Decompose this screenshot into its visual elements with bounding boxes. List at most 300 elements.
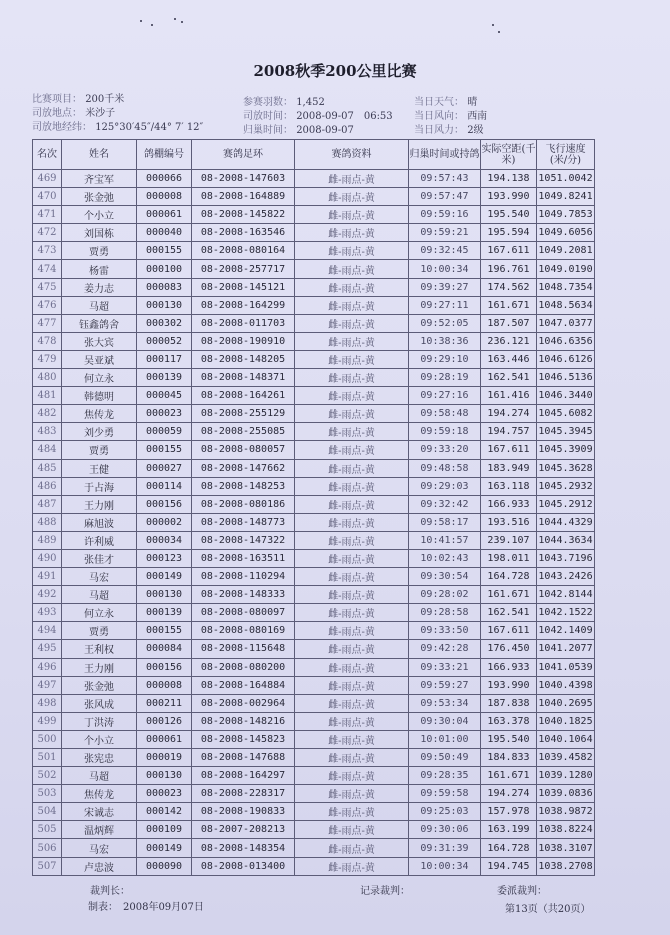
- distance-cell: 167.611: [481, 242, 537, 260]
- ring-cell: 08-2008-255129: [192, 405, 295, 423]
- loft-cell: 000302: [137, 314, 192, 332]
- ring-cell: 08-2008-002964: [192, 694, 295, 712]
- time-cell: 09:57:43: [409, 170, 481, 188]
- info-cell: 雌-雨点-黄: [295, 314, 409, 332]
- loft-cell: 000027: [137, 459, 192, 477]
- time-cell: 09:52:05: [409, 314, 481, 332]
- ring-cell: 08-2008-148371: [192, 369, 295, 387]
- loft-cell: 000123: [137, 549, 192, 567]
- distance-cell: 183.949: [481, 459, 537, 477]
- speed-cell: 1046.6356: [537, 332, 595, 350]
- ring-cell: 08-2008-228317: [192, 785, 295, 803]
- name-cell: 刘国栋: [62, 224, 137, 242]
- time-cell: 09:33:21: [409, 658, 481, 676]
- scan-speck: [498, 31, 500, 33]
- rank-cell: 502: [33, 767, 62, 785]
- loft-cell: 000023: [137, 785, 192, 803]
- speed-cell: 1048.7354: [537, 278, 595, 296]
- loft-cell: 000109: [137, 821, 192, 839]
- info-cell: 雌-雨点-黄: [295, 622, 409, 640]
- table-row: [33, 640, 595, 658]
- loft-cell: 000052: [137, 332, 192, 350]
- loft-cell: 000008: [137, 188, 192, 206]
- distance-cell: 195.540: [481, 730, 537, 748]
- ring-cell: 08-2008-110294: [192, 568, 295, 586]
- time-cell: 09:50:49: [409, 749, 481, 767]
- time-cell: 10:00:34: [409, 260, 481, 278]
- scan-speck: [151, 24, 153, 26]
- wind-force-label: 当日风力：: [414, 125, 464, 136]
- rank-cell: 472: [33, 224, 62, 242]
- wind-force-value: 2级: [467, 125, 484, 136]
- ring-cell: 08-2008-080186: [192, 495, 295, 513]
- table-row: [33, 767, 595, 785]
- speed-cell: 1046.6126: [537, 350, 595, 368]
- return-date-label: 归巢时间：: [243, 125, 293, 136]
- speed-cell: 1042.8144: [537, 586, 595, 604]
- distance-cell: 187.507: [481, 314, 537, 332]
- speed-cell: 1046.3440: [537, 387, 595, 405]
- name-cell: 姜力志: [62, 278, 137, 296]
- time-cell: 09:59:58: [409, 785, 481, 803]
- ring-cell: 08-2008-163511: [192, 549, 295, 567]
- distance-cell: 166.933: [481, 495, 537, 513]
- header-rank: 名次: [33, 140, 62, 170]
- table-row: [33, 260, 595, 278]
- rank-cell: 486: [33, 477, 62, 495]
- loft-cell: 000083: [137, 278, 192, 296]
- info-cell: 雌-雨点-黄: [295, 423, 409, 441]
- weather-value: 晴: [467, 97, 478, 108]
- loft-cell: 000156: [137, 495, 192, 513]
- distance-cell: 195.540: [481, 206, 537, 224]
- ring-cell: 08-2008-148333: [192, 586, 295, 604]
- distance-cell: 163.378: [481, 712, 537, 730]
- table-row: [33, 839, 595, 857]
- speed-cell: 1042.1409: [537, 622, 595, 640]
- rank-cell: 494: [33, 622, 62, 640]
- ring-cell: 08-2008-147662: [192, 459, 295, 477]
- ring-cell: 08-2008-080164: [192, 242, 295, 260]
- info-cell: 雌-雨点-黄: [295, 730, 409, 748]
- loft-cell: 000130: [137, 767, 192, 785]
- table-row: [33, 586, 595, 604]
- distance-cell: 194.138: [481, 170, 537, 188]
- distance-cell: 164.728: [481, 839, 537, 857]
- time-cell: 09:57:47: [409, 188, 481, 206]
- time-cell: 09:31:39: [409, 839, 481, 857]
- loft-cell: 000090: [137, 857, 192, 875]
- rank-cell: 470: [33, 188, 62, 206]
- name-cell: 贾勇: [62, 622, 137, 640]
- name-cell: 韩德明: [62, 387, 137, 405]
- time-cell: 09:32:42: [409, 495, 481, 513]
- loft-cell: 000117: [137, 350, 192, 368]
- time-cell: 09:59:18: [409, 423, 481, 441]
- scan-speck: [492, 24, 494, 26]
- ring-cell: 08-2008-145823: [192, 730, 295, 748]
- table-row: [33, 712, 595, 730]
- speed-cell: 1041.0539: [537, 658, 595, 676]
- time-cell: 09:33:20: [409, 441, 481, 459]
- distance-cell: 194.757: [481, 423, 537, 441]
- speed-cell: 1045.6082: [537, 405, 595, 423]
- release-time-value: 2008-09-07 06:53: [296, 111, 393, 122]
- time-cell: 10:41:57: [409, 531, 481, 549]
- speed-cell: 1049.7853: [537, 206, 595, 224]
- name-cell: 张宪忠: [62, 749, 137, 767]
- info-cell: 雌-雨点-黄: [295, 224, 409, 242]
- speed-cell: 1049.6056: [537, 224, 595, 242]
- rank-cell: 475: [33, 278, 62, 296]
- rank-cell: 490: [33, 549, 62, 567]
- loft-cell: 000059: [137, 423, 192, 441]
- name-cell: 丁洪涛: [62, 712, 137, 730]
- page-title: 2008秋季200公里比赛: [253, 62, 417, 80]
- info-cell: 雌-雨点-黄: [295, 459, 409, 477]
- speed-cell: 1040.1064: [537, 730, 595, 748]
- info-cell: 雌-雨点-黄: [295, 296, 409, 314]
- speed-cell: 1045.3628: [537, 459, 595, 477]
- time-cell: 09:29:03: [409, 477, 481, 495]
- rank-cell: 499: [33, 712, 62, 730]
- table-row: [33, 531, 595, 549]
- distance-cell: 193.516: [481, 513, 537, 531]
- speed-cell: 1039.4582: [537, 749, 595, 767]
- loft-cell: 000019: [137, 749, 192, 767]
- distance-cell: 161.671: [481, 586, 537, 604]
- table-row: [33, 803, 595, 821]
- speed-cell: 1049.2081: [537, 242, 595, 260]
- rank-cell: 501: [33, 749, 62, 767]
- rank-cell: 476: [33, 296, 62, 314]
- scan-speck: [140, 20, 142, 22]
- rank-cell: 474: [33, 260, 62, 278]
- loft-cell: 000023: [137, 405, 192, 423]
- ring-cell: 08-2008-164884: [192, 676, 295, 694]
- info-column-left: [32, 93, 203, 135]
- time-cell: 09:33:50: [409, 622, 481, 640]
- distance-cell: 194.745: [481, 857, 537, 875]
- info-cell: 雌-雨点-黄: [295, 749, 409, 767]
- table-row: [33, 350, 595, 368]
- distance-cell: 157.978: [481, 803, 537, 821]
- distance-cell: 161.416: [481, 387, 537, 405]
- distance-cell: 239.107: [481, 531, 537, 549]
- info-cell: 雌-雨点-黄: [295, 658, 409, 676]
- rank-cell: 497: [33, 676, 62, 694]
- loft-cell: 000126: [137, 712, 192, 730]
- rank-cell: 495: [33, 640, 62, 658]
- results-table: [32, 139, 595, 876]
- header-speed: 飞行速度(米/分): [537, 140, 595, 170]
- info-cell: 雌-雨点-黄: [295, 821, 409, 839]
- name-cell: 张金弛: [62, 188, 137, 206]
- table-row: [33, 224, 595, 242]
- info-cell: 雌-雨点-黄: [295, 513, 409, 531]
- distance-cell: 196.761: [481, 260, 537, 278]
- speed-cell: 1042.1522: [537, 604, 595, 622]
- info-cell: 雌-雨点-黄: [295, 206, 409, 224]
- info-cell: 雌-雨点-黄: [295, 676, 409, 694]
- loft-cell: 000045: [137, 387, 192, 405]
- ring-cell: 08-2008-148216: [192, 712, 295, 730]
- rank-cell: 480: [33, 369, 62, 387]
- coords-value: 125°30′45″/44° 7′ 12″: [95, 122, 204, 133]
- name-cell: 焦传龙: [62, 405, 137, 423]
- table-row: [33, 749, 595, 767]
- table-row: [33, 622, 595, 640]
- ring-cell: 08-2008-255085: [192, 423, 295, 441]
- count-label: 参赛羽数：: [243, 97, 293, 108]
- loft-cell: 000149: [137, 839, 192, 857]
- record-judge-label: 记录裁判：: [360, 886, 410, 897]
- header-name: 姓名: [62, 140, 137, 170]
- name-cell: 何立永: [62, 604, 137, 622]
- ring-cell: 08-2008-080200: [192, 658, 295, 676]
- info-cell: 雌-雨点-黄: [295, 712, 409, 730]
- name-cell: 贾勇: [62, 242, 137, 260]
- ring-cell: 08-2008-145822: [192, 206, 295, 224]
- time-cell: 09:53:34: [409, 694, 481, 712]
- loft-cell: 000139: [137, 604, 192, 622]
- rank-cell: 503: [33, 785, 62, 803]
- ring-cell: 08-2008-080097: [192, 604, 295, 622]
- name-cell: 焦传龙: [62, 785, 137, 803]
- distance-cell: 195.594: [481, 224, 537, 242]
- loft-cell: 000155: [137, 242, 192, 260]
- loft-cell: 000130: [137, 586, 192, 604]
- name-cell: 何立永: [62, 369, 137, 387]
- rank-cell: 506: [33, 839, 62, 857]
- speed-cell: 1044.4329: [537, 513, 595, 531]
- time-cell: 09:58:17: [409, 513, 481, 531]
- ring-cell: 08-2008-164297: [192, 767, 295, 785]
- distance-cell: 163.118: [481, 477, 537, 495]
- speed-cell: 1043.2426: [537, 568, 595, 586]
- header-loft: 鸽棚编号: [137, 140, 192, 170]
- ring-cell: 08-2008-115648: [192, 640, 295, 658]
- time-cell: 09:27:11: [409, 296, 481, 314]
- loft-cell: 000156: [137, 658, 192, 676]
- rank-cell: 469: [33, 170, 62, 188]
- info-cell: 雌-雨点-黄: [295, 332, 409, 350]
- info-cell: 雌-雨点-黄: [295, 531, 409, 549]
- name-cell: 杨雷: [62, 260, 137, 278]
- time-cell: 09:30:06: [409, 821, 481, 839]
- info-cell: 雌-雨点-黄: [295, 495, 409, 513]
- speed-cell: 1048.5634: [537, 296, 595, 314]
- ring-cell: 08-2008-148253: [192, 477, 295, 495]
- ring-cell: 08-2008-011703: [192, 314, 295, 332]
- name-cell: 个小立: [62, 206, 137, 224]
- ring-cell: 08-2008-164261: [192, 387, 295, 405]
- distance-cell: 194.274: [481, 785, 537, 803]
- loft-cell: 000139: [137, 369, 192, 387]
- speed-cell: 1038.2708: [537, 857, 595, 875]
- speed-cell: 1045.2912: [537, 495, 595, 513]
- info-cell: 雌-雨点-黄: [295, 549, 409, 567]
- rank-cell: 482: [33, 405, 62, 423]
- loft-cell: 000040: [137, 224, 192, 242]
- ring-cell: 08-2008-164299: [192, 296, 295, 314]
- time-cell: 09:30:54: [409, 568, 481, 586]
- speed-cell: 1040.4398: [537, 676, 595, 694]
- table-row: [33, 676, 595, 694]
- distance-cell: 163.446: [481, 350, 537, 368]
- time-cell: 09:32:45: [409, 242, 481, 260]
- distance-cell: 162.541: [481, 369, 537, 387]
- page-indicator: 第13页（共20页）: [505, 904, 591, 915]
- speed-cell: 1038.9872: [537, 803, 595, 821]
- ring-cell: 08-2008-163546: [192, 224, 295, 242]
- table-row: [33, 242, 595, 260]
- name-cell: 卢忠波: [62, 857, 137, 875]
- time-cell: 10:00:34: [409, 857, 481, 875]
- time-cell: 09:58:48: [409, 405, 481, 423]
- distance-cell: 187.838: [481, 694, 537, 712]
- speed-cell: 1049.0190: [537, 260, 595, 278]
- table-row: [33, 694, 595, 712]
- name-cell: 马宏: [62, 839, 137, 857]
- speed-cell: 1039.1280: [537, 767, 595, 785]
- loft-cell: 000061: [137, 206, 192, 224]
- time-cell: 09:48:58: [409, 459, 481, 477]
- loft-cell: 000142: [137, 803, 192, 821]
- speed-cell: 1045.3945: [537, 423, 595, 441]
- results-body: [33, 170, 595, 876]
- info-cell: 雌-雨点-黄: [295, 387, 409, 405]
- header-ring: 赛鸽足环: [192, 140, 295, 170]
- table-row: [33, 423, 595, 441]
- name-cell: 于占海: [62, 477, 137, 495]
- name-cell: 张金弛: [62, 676, 137, 694]
- scan-speck: [181, 21, 183, 23]
- table-row: [33, 459, 595, 477]
- table-row: [33, 296, 595, 314]
- rank-cell: 507: [33, 857, 62, 875]
- coords-label: 司放地经纬：: [32, 122, 92, 133]
- distance-cell: 236.121: [481, 332, 537, 350]
- location-value: 米沙子: [85, 108, 116, 119]
- name-cell: 马超: [62, 296, 137, 314]
- info-cell: 雌-雨点-黄: [295, 767, 409, 785]
- loft-cell: 000130: [137, 296, 192, 314]
- info-cell: 雌-雨点-黄: [295, 441, 409, 459]
- distance-cell: 176.450: [481, 640, 537, 658]
- loft-cell: 000149: [137, 568, 192, 586]
- info-cell: 雌-雨点-黄: [295, 369, 409, 387]
- name-cell: 刘少勇: [62, 423, 137, 441]
- scan-speck: [174, 18, 176, 20]
- ring-cell: 08-2008-190833: [192, 803, 295, 821]
- loft-cell: 000008: [137, 676, 192, 694]
- rank-cell: 496: [33, 658, 62, 676]
- speed-cell: 1045.2932: [537, 477, 595, 495]
- info-cell: 雌-雨点-黄: [295, 477, 409, 495]
- loft-cell: 000084: [137, 640, 192, 658]
- distance-cell: 193.990: [481, 676, 537, 694]
- table-row: [33, 857, 595, 875]
- speed-cell: 1041.2077: [537, 640, 595, 658]
- distance-cell: 163.199: [481, 821, 537, 839]
- ring-cell: 08-2008-145121: [192, 278, 295, 296]
- loft-cell: 000155: [137, 441, 192, 459]
- info-cell: 雌-雨点-黄: [295, 278, 409, 296]
- time-cell: 09:29:10: [409, 350, 481, 368]
- info-column-right: [414, 96, 487, 138]
- table-header-row: [33, 140, 595, 170]
- project-label: 比赛项目：: [32, 94, 82, 105]
- rank-cell: 481: [33, 387, 62, 405]
- loft-cell: 000100: [137, 260, 192, 278]
- table-row: [33, 188, 595, 206]
- rank-cell: 493: [33, 604, 62, 622]
- table-row: [33, 730, 595, 748]
- loft-cell: 000114: [137, 477, 192, 495]
- rank-cell: 479: [33, 350, 62, 368]
- speed-cell: 1049.8241: [537, 188, 595, 206]
- name-cell: 钰鑫鸽舍: [62, 314, 137, 332]
- table-row: [33, 495, 595, 513]
- table-row: [33, 387, 595, 405]
- info-cell: 雌-雨点-黄: [295, 260, 409, 278]
- time-cell: 09:30:04: [409, 712, 481, 730]
- time-cell: 09:28:19: [409, 369, 481, 387]
- speed-cell: 1040.1825: [537, 712, 595, 730]
- speed-cell: 1039.0836: [537, 785, 595, 803]
- ring-cell: 08-2008-080057: [192, 441, 295, 459]
- name-cell: 马超: [62, 586, 137, 604]
- time-cell: 09:39:27: [409, 278, 481, 296]
- info-cell: 雌-雨点-黄: [295, 188, 409, 206]
- info-cell: 雌-雨点-黄: [295, 586, 409, 604]
- table-row: [33, 549, 595, 567]
- rank-cell: 485: [33, 459, 62, 477]
- header-info: 赛鸽资料: [295, 140, 409, 170]
- rank-cell: 483: [33, 423, 62, 441]
- loft-cell: 000061: [137, 730, 192, 748]
- name-cell: 张大宾: [62, 332, 137, 350]
- time-cell: 09:59:27: [409, 676, 481, 694]
- name-cell: 个小立: [62, 730, 137, 748]
- info-cell: 雌-雨点-黄: [295, 839, 409, 857]
- name-cell: 麻旭波: [62, 513, 137, 531]
- table-row: [33, 278, 595, 296]
- commission-judge-label: 委派裁判：: [497, 886, 547, 897]
- ring-cell: 08-2008-080169: [192, 622, 295, 640]
- ring-cell: 08-2008-147688: [192, 749, 295, 767]
- table-row: [33, 658, 595, 676]
- table-row: [33, 405, 595, 423]
- distance-cell: 174.562: [481, 278, 537, 296]
- ring-cell: 08-2008-148773: [192, 513, 295, 531]
- loft-cell: 000066: [137, 170, 192, 188]
- ring-cell: 08-2008-147322: [192, 531, 295, 549]
- time-cell: 09:27:16: [409, 387, 481, 405]
- table-row: [33, 821, 595, 839]
- table-maker-line: 制表： 2008年09月07日: [88, 902, 204, 913]
- rank-cell: 498: [33, 694, 62, 712]
- rank-cell: 500: [33, 730, 62, 748]
- rank-cell: 489: [33, 531, 62, 549]
- info-cell: 雌-雨点-黄: [295, 694, 409, 712]
- time-cell: 10:01:00: [409, 730, 481, 748]
- rank-cell: 488: [33, 513, 62, 531]
- time-cell: 09:59:16: [409, 206, 481, 224]
- ring-cell: 08-2008-148354: [192, 839, 295, 857]
- speed-cell: 1047.0377: [537, 314, 595, 332]
